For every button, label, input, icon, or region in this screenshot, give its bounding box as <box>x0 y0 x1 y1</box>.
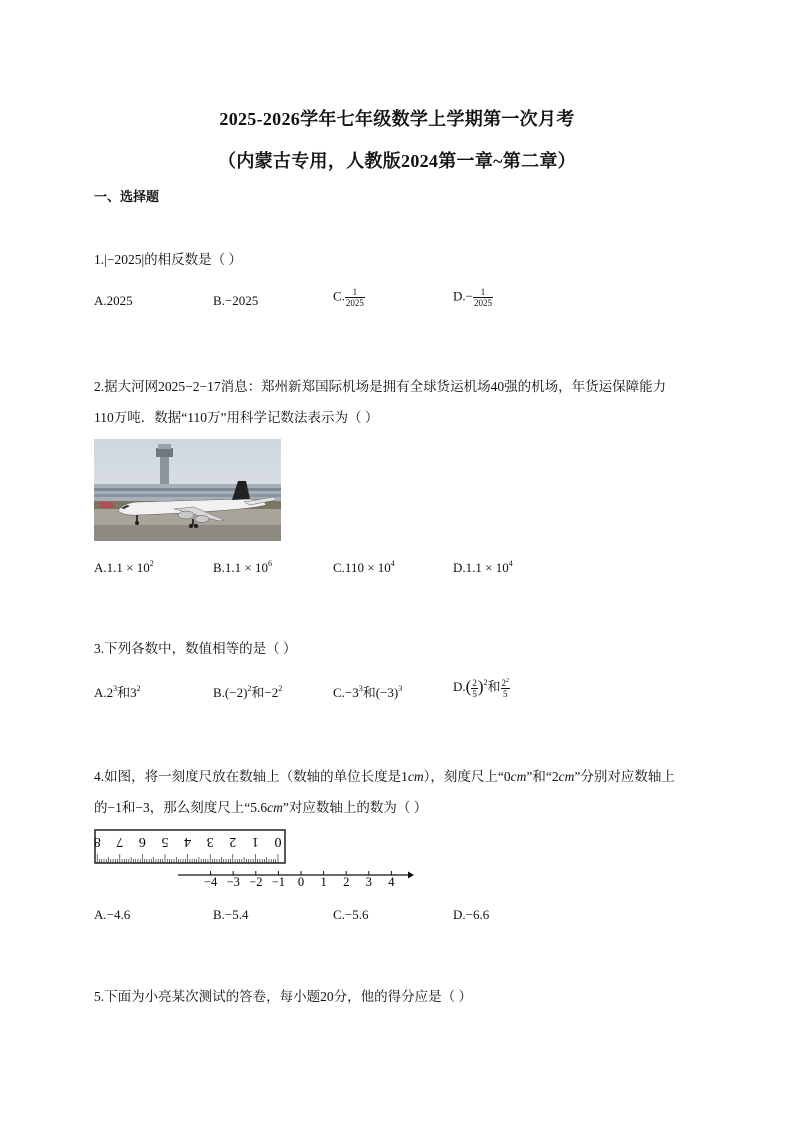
exam-title-line1: 2025-2026学年七年级数学上学期第一次月考 <box>219 109 575 129</box>
fraction: $\frac{2}{5}$ <box>472 677 477 699</box>
q2-option-b: $B.1.1 \times 10^6$ <box>213 559 273 575</box>
question-4-stem-line1: 4.如图，将一刻度尺放在数轴上（数轴的单位长度是1cm），刻度尺上“0cm”和“2cm”分别对应数轴上 <box>94 769 675 784</box>
fraction: $\frac{1}{2025}$ <box>473 287 492 308</box>
ruler-digit: 5 <box>161 833 169 849</box>
axis-label: 0 <box>297 875 305 889</box>
ruler-digit: 7 <box>116 833 124 849</box>
q4-option-a: A.−4.6 <box>94 907 131 922</box>
question-2-stem-line2: 110万吨．数据“110万”用科学记数法表示为（ ） <box>94 410 379 425</box>
ruler-digit: 1 <box>251 833 259 849</box>
q2-option-d: $D.1.1 \times 10^4$ <box>453 559 513 575</box>
q3-option-c: $C.-3^3$和$(-3)^3$ <box>333 684 403 700</box>
axis-label: −1 <box>271 875 286 889</box>
q1-option-d: D.− $\frac{1}{2025}$ <box>453 287 492 308</box>
exam-title-line2: （内蒙古专用，人教版2024第一章~第二章） <box>218 151 576 171</box>
axis-label: 4 <box>388 875 395 889</box>
q4-option-b: B.−5.4 <box>213 907 249 922</box>
q2-option-a: $A.1.1 \times 10^2$ <box>94 559 154 575</box>
question-1-stem: 1.|−2025|的相反数是（ ） <box>94 252 243 267</box>
axis-label: 1 <box>320 875 327 889</box>
fraction: $\frac{2^2}{5}$ <box>501 677 509 699</box>
question-5-stem: 5.下面为小亮某次测试的答卷，每小题20分，他的得分应是（ ） <box>94 989 472 1004</box>
ruler-digit: 4 <box>184 833 192 849</box>
fraction: $\frac{1}{2025}$ <box>345 287 364 308</box>
ruler-digit: 2 <box>229 833 237 849</box>
section-heading: 一、选择题 <box>94 189 160 204</box>
q3-option-b: $B.(-2)^2$和$-2^2$ <box>213 684 283 700</box>
axis-label: 3 <box>365 875 372 889</box>
q1-option-b: B.−2025 <box>213 293 259 308</box>
q3-option-a: $A.2^3$和$3^2$ <box>94 684 141 700</box>
ruler-digit: 0 <box>274 833 282 849</box>
q4-option-c: C.−5.6 <box>333 907 369 922</box>
axis-label: −2 <box>249 875 263 889</box>
airplane-photo <box>94 439 281 541</box>
ruler-digit: 8 <box>94 833 101 849</box>
q1-option-c: C. $\frac{1}{2025}$ <box>333 287 364 308</box>
question-4-stem-line2: 的−1和−3，那么刻度尺上“5.6cm”对应数轴上的数为（ ） <box>94 800 428 815</box>
ruler-numberline-figure <box>94 829 429 889</box>
axis-label: −4 <box>203 875 218 889</box>
question-2-stem-line1: 2.据大河网2025−2−17消息：郑州新郑国际机场是拥有全球货运机场40强的机场，年货运保障能力 <box>94 379 667 394</box>
q4-option-d: D.−6.6 <box>453 907 490 922</box>
q3-option-d: D.( $\frac{2}{5}$ )$^2$和 $\frac{2^2}{5}$ <box>453 677 509 699</box>
axis-label: −3 <box>226 875 240 889</box>
question-3-stem: 3.下列各数中，数值相等的是（ ） <box>94 641 297 656</box>
ruler-digit: 6 <box>138 833 146 849</box>
axis-label: 2 <box>343 875 350 889</box>
q2-option-c: $C.110 \times 10^4$ <box>333 559 395 575</box>
q1-option-a: A.2025 <box>94 293 133 308</box>
ruler-digit: 3 <box>206 833 214 849</box>
